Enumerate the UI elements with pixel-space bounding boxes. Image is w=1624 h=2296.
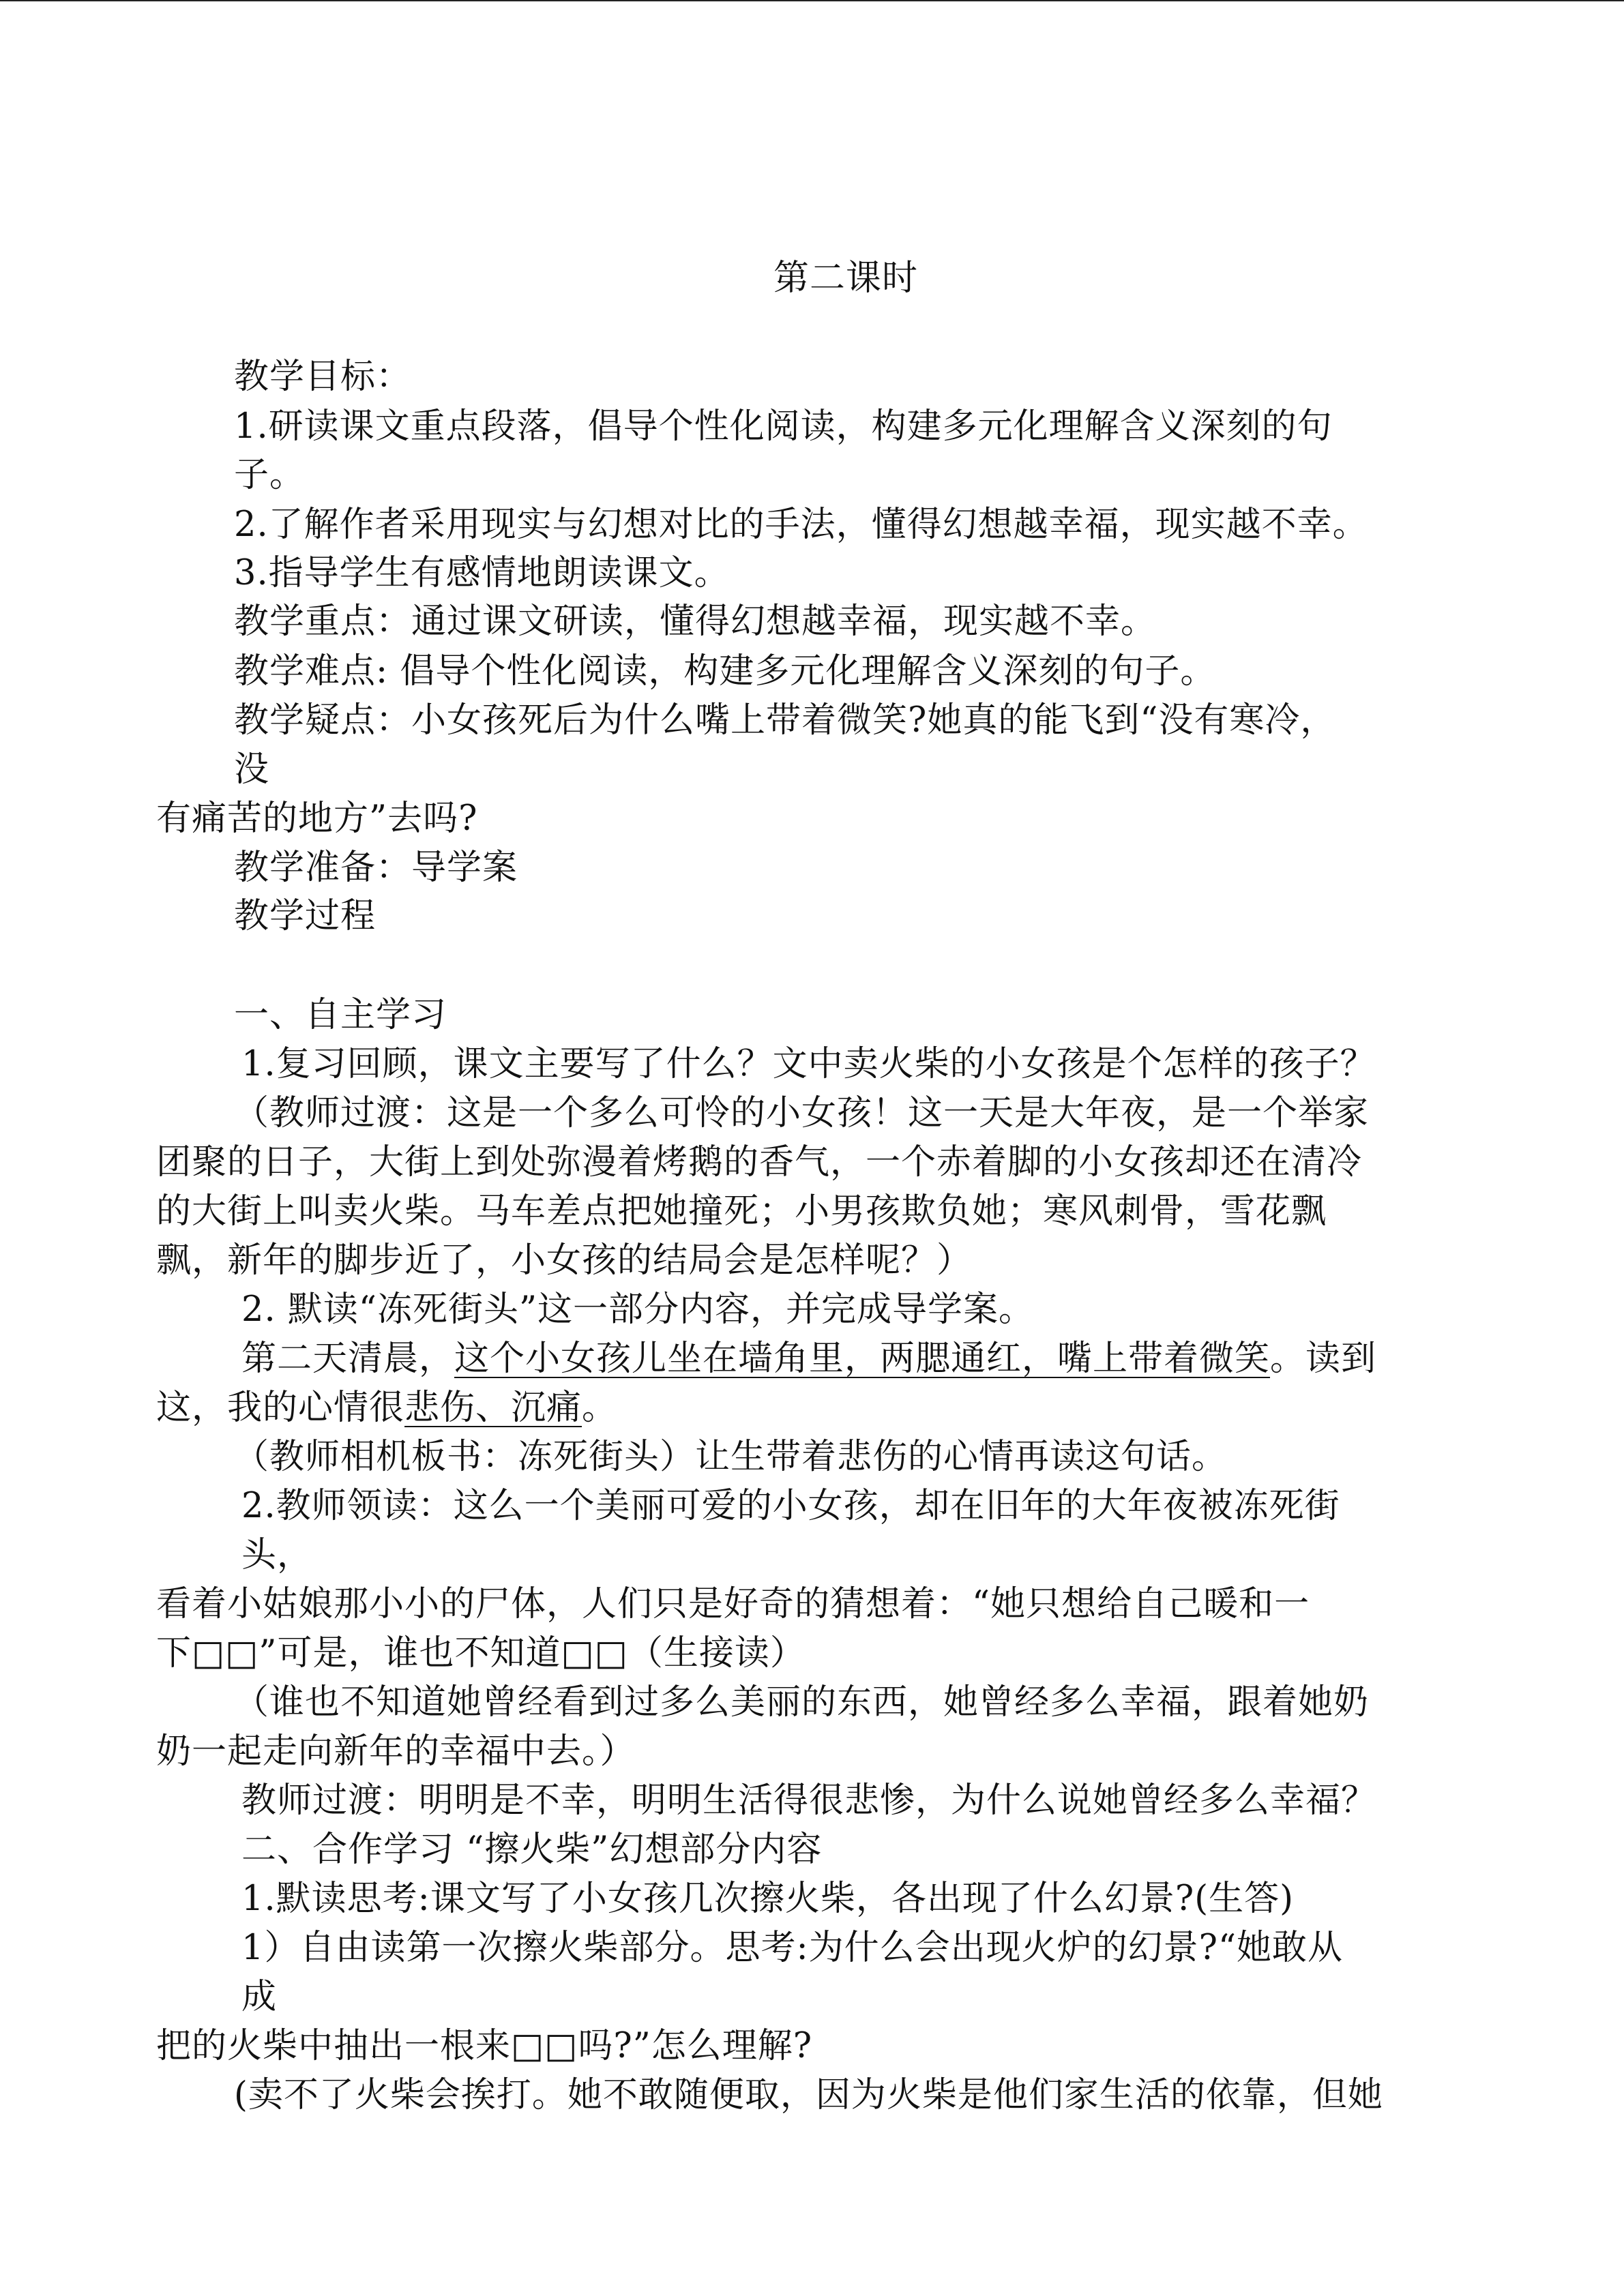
transition-1-line-4: 飘，新年的脚步近了，小女孩的结局会是怎样呢？） <box>156 1240 973 1281</box>
doubt-point-line-1: 教学疑点：小女孩死后为什么嘴上带着微笑?她真的能飞到“没有寒冷， <box>234 700 1336 741</box>
morning-sentence-prefix: 第二天清晨， <box>241 1339 455 1379</box>
lead-reading-line-1: 2.教师领读：这么一个美丽可爱的小女孩，却在旧年的大年夜被冻死街 <box>241 1486 1340 1526</box>
transition-2: 教师过渡：明明是不幸，明明生活得很悲惨，为什么说她曾经多么幸福？ <box>241 1780 1377 1821</box>
teaching-preparation: 教学准备：导学案 <box>234 848 518 888</box>
doubt-point-line-2: 没 <box>234 749 270 790</box>
think-question-1: 1.默读思考:课文写了小女孩几次擦火柴，各出现了什么幻景?(生答) <box>241 1879 1294 1919</box>
page-title: 第二课时 <box>773 258 919 299</box>
objective-3: 3.指导学生有感情地朗读课文。 <box>234 553 730 593</box>
difficult-point: 教学难点: 倡导个性化阅读，构建多元化理解含义深刻的句子。 <box>234 651 1216 691</box>
key-point: 教学重点：通过课文研读，懂得幻想越幸福，现实越不幸。 <box>234 601 1157 642</box>
morning-sentence-suffix: 。读到 <box>1270 1339 1377 1379</box>
think-question-2-line-3: 把的火柴中抽出一根来□□吗?”怎么理解? <box>156 2026 813 2066</box>
objective-1-line-2: 子。 <box>234 455 306 495</box>
objective-1-line-1: 1.研读课文重点段落，倡导个性化阅读，构建多元化理解含义深刻的句 <box>234 406 1333 447</box>
morning-sentence <box>241 1339 1376 1380</box>
answer-line-2: 奶一起走向新年的幸福中去。） <box>156 1731 636 1772</box>
board-note: （教师相机板书：冻死街头）让生带着悲伤的心情再读这句话。 <box>234 1437 1228 1477</box>
feeling-sentence-underlined: 悲伤、沉痛 <box>404 1388 582 1428</box>
transition-1-line-2: 团聚的日子，大街上到处弥漫着烤鹅的香气，一个赤着脚的小女孩却还在清冷 <box>156 1142 1363 1182</box>
silent-reading-task: 2. 默读“冻死街头”这一部分内容，并完成导学案。 <box>241 1289 1035 1330</box>
review-question: 1.复习回顾，课文主要写了什么？文中卖火柴的小女孩是个怎样的孩子？ <box>241 1044 1376 1084</box>
lead-reading-line-3: 看着小姑娘那小小的尸体，人们只是好奇的猜想着：“她只想给自己暖和一 <box>156 1584 1310 1624</box>
transition-1-line-3: 的大街上叫卖火柴。马车差点把她撞死；小男孩欺负她；寒风刺骨，雪花飘 <box>156 1191 1327 1232</box>
answer-line-1: （谁也不知道她曾经看到过多么美丽的东西，她曾经多么幸福，跟着她奶 <box>234 1682 1370 1723</box>
lead-reading-line-4: 下□□”可是，谁也不知道□□（生接读） <box>156 1633 806 1673</box>
doubt-point-line-3: 有痛苦的地方”去吗? <box>156 799 478 839</box>
section-heading-1: 一、自主学习 <box>234 995 447 1035</box>
section-heading-2: 二、合作学习 “擦火柴”幻想部分内容 <box>241 1830 823 1870</box>
feeling-sentence-prefix: 这，我的心情很 <box>156 1388 405 1428</box>
morning-sentence-underlined: 这个小女孩儿坐在墙角里，两腮通红，嘴上带着微笑 <box>454 1339 1271 1379</box>
think-question-2-line-1: 1）自由读第一次擦火柴部分。思考:为什么会出现火炉的幻景?“她敢从 <box>241 1928 1344 1968</box>
transition-1-line-1: （教师过渡：这是一个多么可怜的小女孩！这一天是大年夜，是一个举家 <box>234 1093 1370 1133</box>
answer-last-line: (卖不了火柴会挨打。她不敢随便取，因为火柴是他们家生活的依靠，但她 <box>234 2075 1383 2115</box>
feeling-sentence <box>156 1388 617 1429</box>
think-question-2-line-2: 成 <box>241 1977 278 2017</box>
objectives-heading: 教学目标： <box>234 357 412 397</box>
lead-reading-line-2: 头， <box>241 1535 313 1575</box>
teaching-process: 教学过程 <box>234 896 377 936</box>
top-border-line <box>0 0 1624 1</box>
objective-2: 2.了解作者采用现实与幻想对比的手法，懂得幻想越幸福，现实越不幸。 <box>234 505 1368 545</box>
feeling-sentence-suffix: 。 <box>582 1388 618 1428</box>
